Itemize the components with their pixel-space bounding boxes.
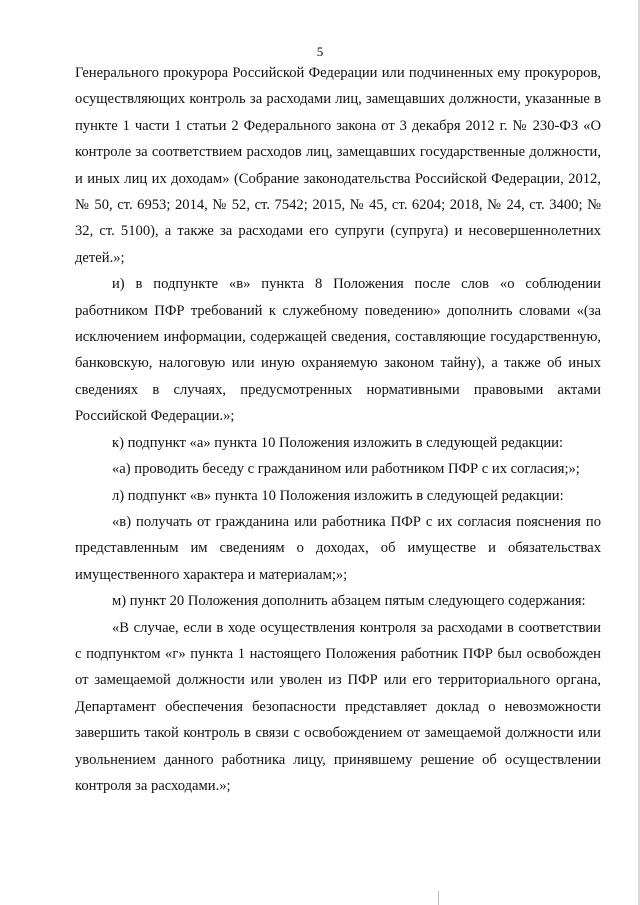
paragraph-item-k: к) подпункт «а» пункта 10 Положения изложить в следующей редакции: — [112, 434, 564, 451]
paragraph-item-i: и) в подпункте «в» пункта 8 Положения после слов «о соблюдении работником ПФР требований к служебному поведению» дополнить словами «(за исключением информации, содержащей сведения, составляющие государственную, банковскую, налоговую или иную охраняемую законом тайну), а также об иных сведениях в случаях, предусмотренных нормативными правовыми актами Российской Федерации.»; — [75, 276, 601, 425]
scan-mark — [438, 891, 439, 905]
page-number: 5 — [316, 44, 324, 59]
paragraph-item-m-text: «В случае, если в ходе осуществления контроля за расходами в соответствии с подпунктом «г» пункта 1 настоящего Положения работник ПФР был освобожден от замещаемой должности или уволен из ПФР или его территориального органа, Департамент обеспечения безопасности представляет доклад о невозможности завершить такой контроль в связи с освобождением от замещаемой должности или увольнением данного работника лицу, принявшему решение об осуществлении контроля за расходами.»; — [75, 619, 601, 794]
paragraph-item-l-text: «в) получать от гражданина или работника ПФР с их согласия пояснения по представленным им сведениям о доходах, об имуществе и обязательствах имущественного характера и материалам;»; — [75, 513, 601, 583]
document-body — [75, 60, 601, 799]
paragraph-item-l: л) подпункт «в» пункта 10 Положения изложить в следующей редакции: — [112, 487, 564, 504]
paragraph-item-m: м) пункт 20 Положения дополнить абзацем пятым следующего содержания: — [112, 593, 586, 610]
paragraph-item-k-text: «а) проводить беседу с гражданином или работником ПФР с их согласия;»; — [112, 461, 580, 478]
paragraph-continuation: Генерального прокурора Российской Федерации или подчиненных ему прокуроров, осуществляющих контроль за расходами лиц, замещавших должности, указанные в пункте 1 части 1 статьи 2 Федерального закона от 3 декабря 2012 г. № 230-ФЗ «О контроле за соответствием расходов лиц, замещавших государственные должности, и иных лиц их доходам» (Собрание законодательства Российской Федерации, 2012, № 50, ст. 6953; 2014, № 52, ст. 7542; 2015, № 45, ст. 6204; 2018, № 24, ст. 3400; № 32, ст. 5100), а также за расходами его супруги (супруга) и несовершеннолетних детей.»; — [75, 65, 601, 266]
